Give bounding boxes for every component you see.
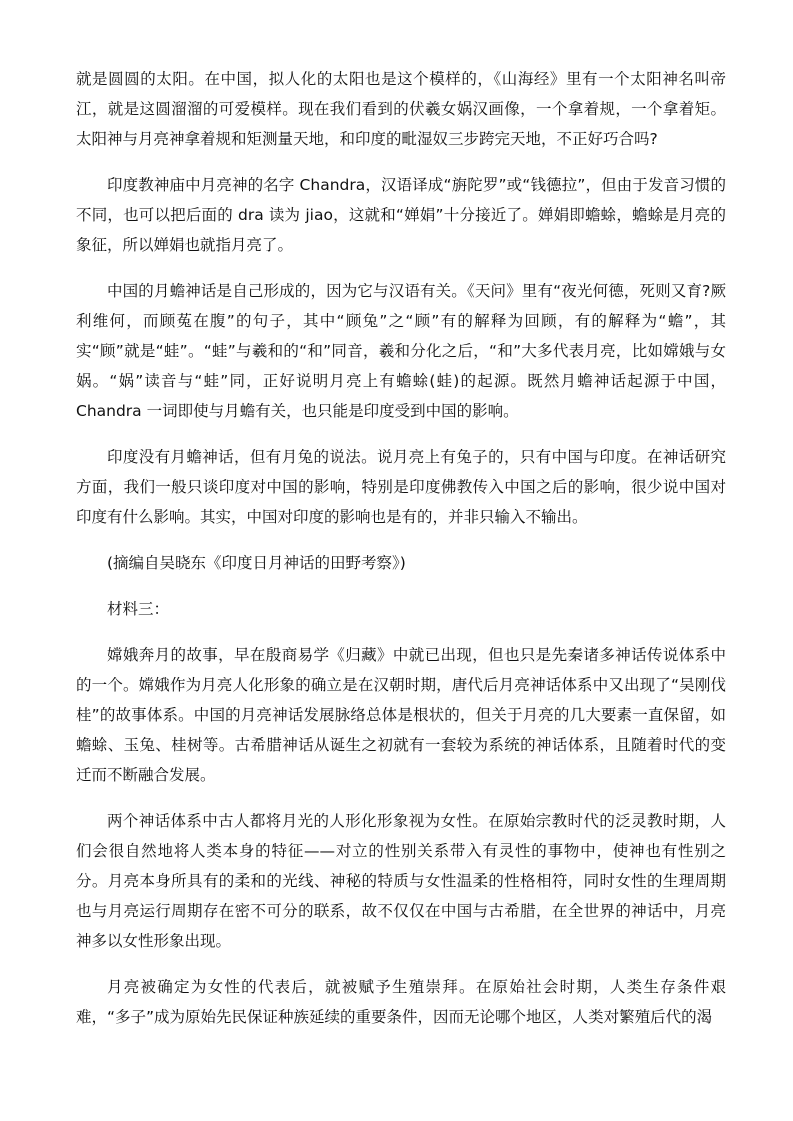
paragraph-3: 中国的月蟾神话是自己形成的，因为它与汉语有关。《天问》里有“夜光何德，死则又育?厥利维何，而顾菟在腹”的句子，其中“顾兔”之“顾”有的解释为回顾，有的解释为“蟾”，其实“顾”就是“蛙”。“蛙”与羲和的“和”同音，羲和分化之后，“和”大多代表月亮，比如嫦娥与女娲。“娲”读音与“蛙”同，正好说明月亮上有蟾蜍(蛙)的起源。既然月蟾神话起源于中国，Chandra 一词即使与月蟾有关，也只能是印度受到中国的影响。 <box>76 282 726 420</box>
section-heading-material-3: 材料三： <box>107 600 170 618</box>
paragraph-1: 就是圆圆的太阳。在中国，拟人化的太阳也是这个模样的，《山海经》里有一个太阳神名叫帝江，就是这圆溜溜的可爱模样。现在我们看到的伏羲女娲汉画像，一个拿着规，一个拿着矩。太阳神与月亮神拿着规和矩测量天地，和印度的毗湿奴三步跨完天地，不正好巧合吗? <box>76 70 726 148</box>
source-citation: (摘编自吴晓东《印度日月神话的田野考察》) <box>107 554 406 572</box>
paragraph-7: 月亮被确定为女性的代表后，就被赋予生殖崇拜。在原始社会时期，人类生存条件艰难，“多子”成为原始先民保证种族延续的重要条件，因而无论哪个地区，人类对繁殖后代的渴 <box>76 978 726 1026</box>
paragraph-6: 两个神话体系中古人都将月光的人形化形象视为女性。在原始宗教时代的泛灵教时期，人们会很自然地将人类本身的特征——对立的性别关系带入有灵性的事物中，使神也有性别之分。月亮本身所具有的柔和的光线、神秘的特质与女性温柔的性格相符，同时女性的生理周期也与月亮运行周期存在密不可分的联系，故不仅仅在中国与古希腊，在全世界的神话中，月亮神多以女性形象出现。 <box>76 812 726 950</box>
paragraph-5: 嫦娥奔月的故事，早在殷商易学《归藏》中就已出现，但也只是先秦诸多神话传说体系中的一个。嫦娥作为月亮人化形象的确立是在汉朝时期，唐代后月亮神话体系中又出现了“吴刚伐桂”的故事体系。中国的月亮神话发展脉络总体是根状的，但关于月亮的几大要素一直保留，如蟾蜍、玉兔、桂树等。古希腊神话从诞生之初就有一套较为系统的神话体系，且随着时代的变迁而不断融合发展。 <box>76 646 726 784</box>
paragraph-4: 印度没有月蟾神话，但有月兔的说法。说月亮上有兔子的，只有中国与印度。在神话研究方面，我们一般只谈印度对中国的影响，特别是印度佛教传入中国之后的影响，很少说中国对印度有什么影响。其实，中国对印度的影响也是有的，并非只输入不输出。 <box>76 448 726 526</box>
document-page <box>76 64 726 1048</box>
paragraph-2: 印度教神庙中月亮神的名字 Chandra，汉语译成“旃陀罗”或“钱德拉”，但由于发音习惯的不同，也可以把后面的 dra 读为 jiao，这就和“婵娟”十分接近了。婵娟即蟾蜍，蟾蜍是月亮的象征，所以婵娟也就指月亮了。 <box>76 176 726 254</box>
